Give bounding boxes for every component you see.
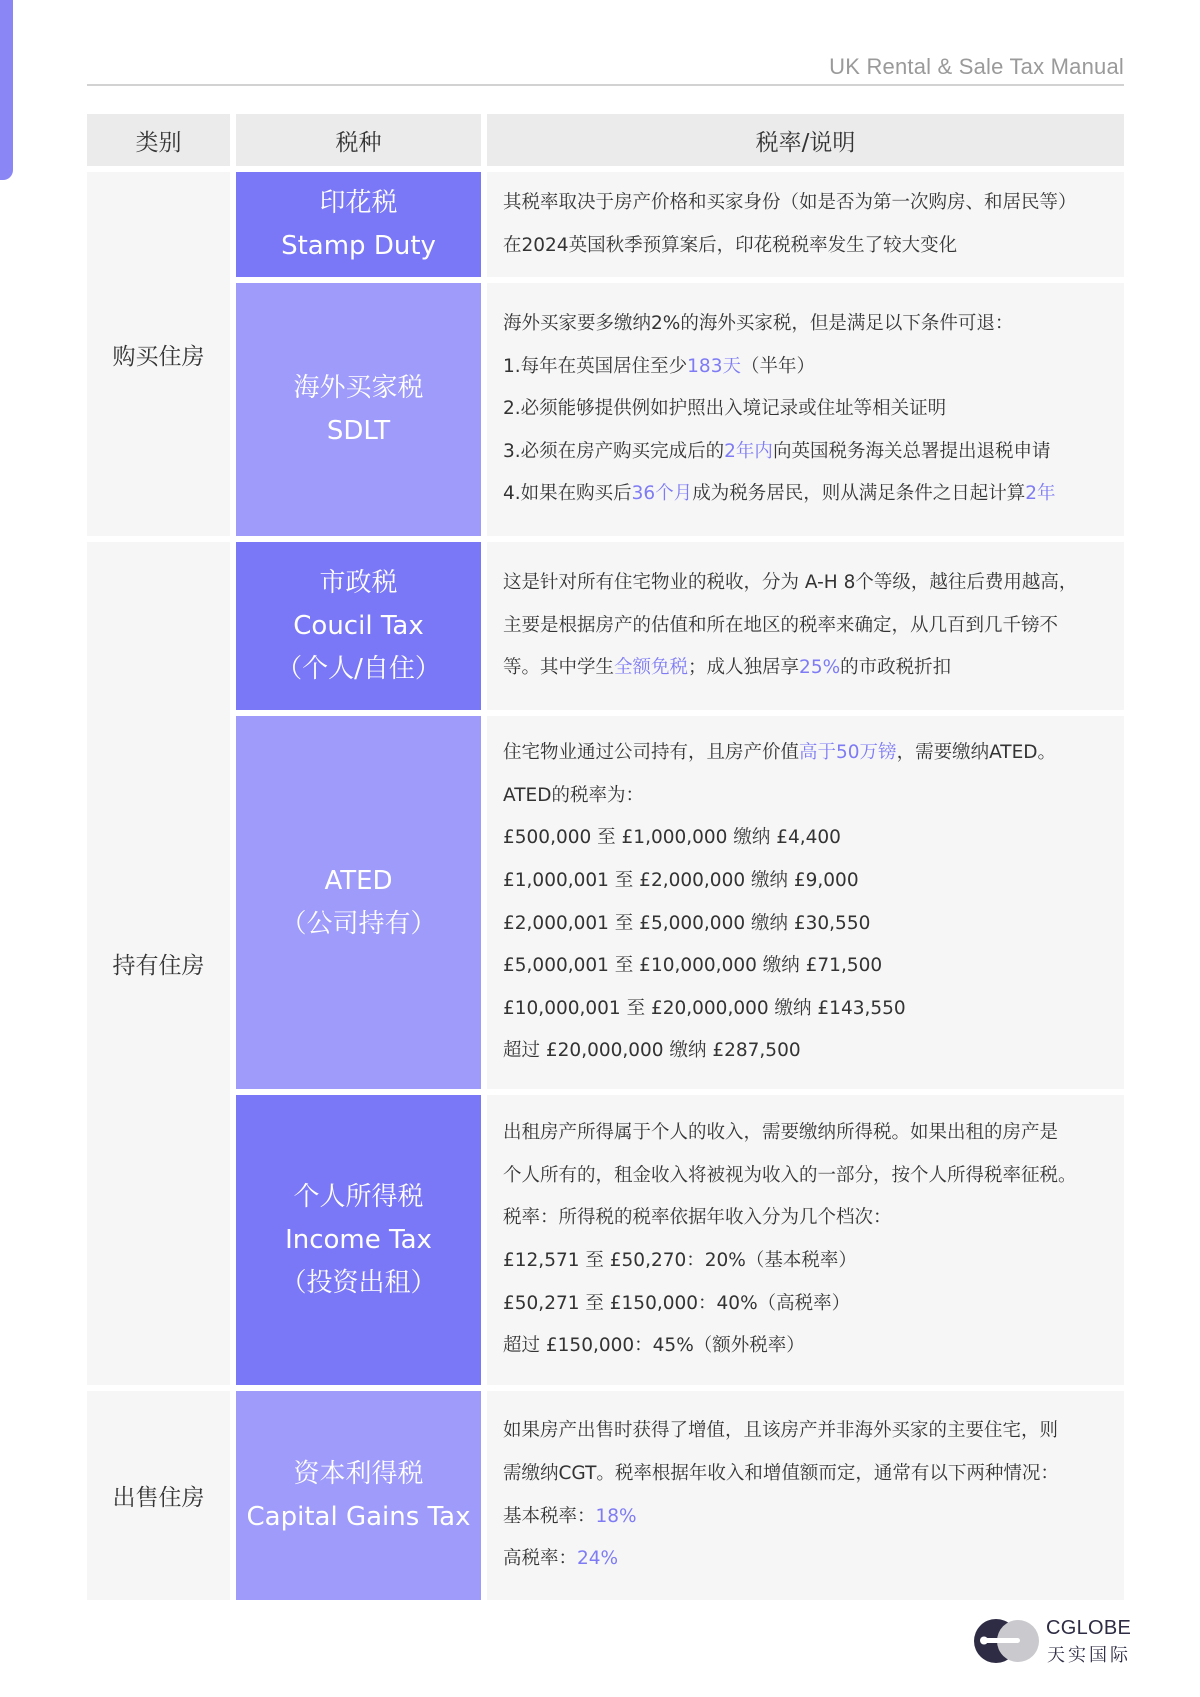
desc-text: 向英国税务海关总署提出退税申请 xyxy=(772,440,1051,462)
desc-text: 1.每年在英国居住至少 xyxy=(503,355,688,377)
desc-line xyxy=(503,1112,1124,1155)
desc-text: £10,000,001 至 £20,000,000 缴纳 £143,550 xyxy=(503,997,906,1019)
tax-desc-stamp-duty xyxy=(487,172,1124,277)
desc-text: ；成人独居享 xyxy=(688,657,800,679)
desc-line xyxy=(503,945,1124,988)
desc-line xyxy=(503,775,1124,818)
tax-desc-sdlt xyxy=(487,283,1124,536)
tax-desc-capital-gains-tax xyxy=(487,1391,1124,1600)
category-hold: 持有住房 xyxy=(87,542,230,1385)
tax-name-council-tax xyxy=(236,542,481,710)
column-header-rate: 税率/说明 xyxy=(487,114,1124,166)
desc-text: ，需要缴纳ATED。 xyxy=(896,742,1057,764)
category-sell: 出售住房 xyxy=(87,1391,230,1600)
desc-text: 需缴纳CGT。税率根据年收入和增值额而定，通常有以下两种情况： xyxy=(503,1462,1059,1484)
desc-text: 2.必须能够提供例如护照出入境记录或住址等相关证明 xyxy=(503,398,947,420)
tax-name-cn: 资本利得税 xyxy=(293,1458,424,1489)
desc-line xyxy=(503,988,1124,1031)
highlight-text: 24% xyxy=(577,1548,619,1570)
desc-line xyxy=(503,182,1124,225)
desc-line xyxy=(503,1496,1124,1539)
tax-name-income-tax xyxy=(236,1095,481,1385)
tax-name-note: （公司持有） xyxy=(280,908,437,939)
desc-line xyxy=(503,431,1124,474)
desc-text: 住宅物业通过公司持有，且房产价值 xyxy=(503,742,800,764)
desc-text: 4.如果在购买后 xyxy=(503,483,632,505)
desc-line xyxy=(503,225,1124,268)
desc-line xyxy=(503,732,1124,775)
tax-name-en: Stamp Duty xyxy=(281,230,436,261)
tax-name-cn: 市政税 xyxy=(319,567,398,598)
desc-line xyxy=(503,1030,1124,1073)
tax-desc-ated xyxy=(487,716,1124,1089)
manual-title: UK Rental & Sale Tax Manual xyxy=(829,54,1124,79)
tax-desc-council-tax xyxy=(487,542,1124,710)
logo-brand-en: CGLOBE xyxy=(1046,1617,1132,1639)
category-buy: 购买住房 xyxy=(87,172,230,536)
tax-desc-income-tax xyxy=(487,1095,1124,1385)
desc-line xyxy=(503,1538,1124,1581)
tax-name-note: （个人/自住） xyxy=(276,653,441,684)
highlight-text: 183天 xyxy=(687,355,741,377)
desc-line xyxy=(503,1410,1124,1453)
desc-text: （半年） xyxy=(740,355,815,377)
desc-text: 税率：所得税的税率依据年收入分为几个档次： xyxy=(503,1207,892,1229)
highlight-text: 36个月 xyxy=(631,483,693,505)
highlight-text: 全额免税 xyxy=(614,657,689,679)
desc-text: £12,571 至 £50,270：20%（基本税率） xyxy=(503,1250,857,1271)
tax-name-stamp-duty xyxy=(236,172,481,277)
desc-line xyxy=(503,388,1124,431)
desc-text: 超过 £150,000：45%（额外税率） xyxy=(503,1335,805,1357)
header-divider xyxy=(87,84,1124,86)
desc-line xyxy=(503,1197,1124,1240)
desc-line xyxy=(503,1453,1124,1496)
highlight-text: 18% xyxy=(595,1505,637,1527)
column-header-tax-type: 税种 xyxy=(236,114,481,166)
desc-text: £2,000,001 至 £5,000,000 缴纳 £30,550 xyxy=(503,912,871,934)
tax-name-capital-gains-tax xyxy=(236,1391,481,1600)
desc-line xyxy=(503,562,1124,605)
side-tab xyxy=(0,0,13,180)
desc-line xyxy=(503,605,1124,648)
desc-line xyxy=(503,903,1124,946)
desc-line xyxy=(503,346,1124,389)
desc-text: 成为税务居民，则从满足条件之日起计算 xyxy=(692,483,1026,505)
desc-text: 如果房产出售时获得了增值，且该房产并非海外买家的主要住宅，则 xyxy=(503,1420,1059,1442)
desc-line xyxy=(503,1325,1124,1368)
tax-name-sdlt xyxy=(236,283,481,536)
desc-line xyxy=(503,1240,1124,1283)
desc-text: 基本税率： xyxy=(503,1505,596,1527)
desc-text: £50,271 至 £150,000：40%（高税率） xyxy=(503,1292,851,1314)
tax-name-en: Income Tax xyxy=(285,1224,432,1255)
tax-name-en: Coucil Tax xyxy=(293,610,424,641)
desc-text: 3.必须在房产购买完成后的 xyxy=(503,440,725,462)
desc-text: 其税率取决于房产价格和买家身份（如是否为第一次购房、和居民等） xyxy=(503,191,1077,213)
desc-text: 在2024英国秋季预算案后，印花税税率发生了较大变化 xyxy=(503,234,958,256)
desc-text: 的市政税折扣 xyxy=(840,657,952,679)
highlight-text: 高于50万镑 xyxy=(799,742,897,764)
desc-text: 海外买家要多缴纳2%的海外买家税，但是满足以下条件可退： xyxy=(503,313,1014,335)
desc-text: 主要是根据房产的估值和所在地区的税率来确定，从几百到几千镑不 xyxy=(503,614,1059,636)
highlight-text: 2年 xyxy=(1025,483,1056,505)
desc-line xyxy=(503,817,1124,860)
desc-text: ATED的税率为： xyxy=(503,784,644,806)
desc-text: 这是针对所有住宅物业的税收，分为 A-H 8个等级，越往后费用越高， xyxy=(503,572,1078,594)
desc-text: £1,000,001 至 £2,000,000 缴纳 £9,000 xyxy=(503,869,859,891)
desc-line xyxy=(503,303,1124,346)
desc-line xyxy=(503,473,1124,516)
logo-brand-cn: 天实国际 xyxy=(1047,1645,1131,1666)
desc-text: 个人所有的，租金收入将被视为收入的一部分，按个人所得税率征税。 xyxy=(503,1164,1077,1186)
desc-line xyxy=(503,860,1124,903)
tax-name-en: Capital Gains Tax xyxy=(246,1501,471,1532)
tax-name-en: SDLT xyxy=(326,415,391,446)
desc-text: £5,000,001 至 £10,000,000 缴纳 £71,500 xyxy=(503,955,883,977)
tax-name-cn: 个人所得税 xyxy=(293,1181,424,1212)
tax-name-en: ATED xyxy=(324,865,393,896)
desc-text: £500,000 至 £1,000,000 缴纳 £4,400 xyxy=(503,827,841,849)
tax-name-ated xyxy=(236,716,481,1089)
tax-name-cn: 印花税 xyxy=(319,187,398,218)
tax-name-cn: 海外买家税 xyxy=(293,372,424,403)
desc-text: 超过 £20,000,000 缴纳 £287,500 xyxy=(503,1040,801,1062)
desc-line xyxy=(503,1155,1124,1198)
desc-line xyxy=(503,1283,1124,1326)
highlight-text: 2年内 xyxy=(724,440,773,462)
desc-text: 出租房产所得属于个人的收入，需要缴纳所得税。如果出租的房产是 xyxy=(503,1122,1059,1144)
tax-name-note: （投资出租） xyxy=(280,1267,437,1298)
column-header-category: 类别 xyxy=(87,114,230,166)
desc-line xyxy=(503,647,1124,690)
desc-text: 高税率： xyxy=(503,1548,578,1570)
desc-text: 等。其中学生 xyxy=(503,657,615,679)
highlight-text: 25% xyxy=(799,657,841,679)
